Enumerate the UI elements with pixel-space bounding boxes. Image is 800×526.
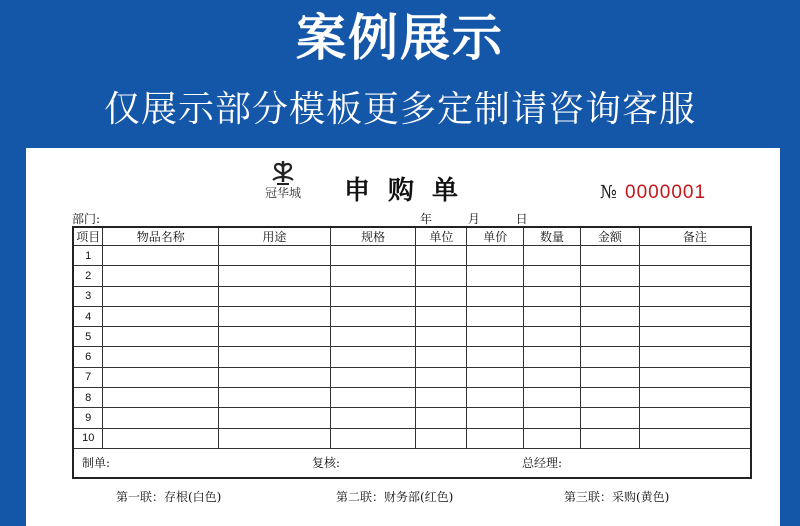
table-cell (639, 286, 751, 306)
table-cell (330, 408, 416, 428)
table-cell (467, 327, 524, 347)
table-cell (330, 428, 416, 448)
table-cell (330, 286, 416, 306)
row-index: 10 (73, 428, 103, 448)
table-cell (524, 266, 581, 286)
table-cell (467, 266, 524, 286)
signature-row (73, 448, 751, 478)
number-value: 0000001 (625, 182, 707, 203)
table-cell (219, 428, 331, 448)
table-cell (416, 327, 467, 347)
table-cell (219, 286, 331, 306)
table-header-row (73, 227, 751, 246)
table-cell (524, 327, 581, 347)
table-row (73, 286, 751, 306)
table-cell (580, 246, 639, 266)
banner-title: 案例展示 (296, 9, 504, 67)
table-cell (639, 408, 751, 428)
table-cell (580, 388, 639, 408)
table-cell (103, 327, 219, 347)
row-index: 2 (73, 266, 103, 286)
table-cell (219, 266, 331, 286)
row-index: 6 (73, 347, 103, 367)
table-row (73, 388, 751, 408)
table-cell (103, 286, 219, 306)
table-cell (103, 428, 219, 448)
table-cell (103, 266, 219, 286)
table-cell (330, 388, 416, 408)
table-cell (416, 246, 467, 266)
table-cell (416, 266, 467, 286)
table-cell (639, 306, 751, 326)
table-cell (103, 388, 219, 408)
table-cell (219, 246, 331, 266)
table-row (73, 246, 751, 266)
table-cell (639, 347, 751, 367)
table-cell (219, 306, 331, 326)
table-cell (467, 408, 524, 428)
table-cell (524, 347, 581, 367)
column-header: 单价 (467, 227, 524, 246)
table-cell (219, 388, 331, 408)
table-cell (330, 266, 416, 286)
table-cell (416, 286, 467, 306)
copy-legend (116, 488, 669, 505)
column-header: 单位 (416, 227, 467, 246)
table-cell (219, 347, 331, 367)
table-row (73, 347, 751, 367)
table-cell (330, 327, 416, 347)
table-cell (467, 286, 524, 306)
row-index: 5 (73, 327, 103, 347)
table-cell (467, 306, 524, 326)
table-cell (103, 306, 219, 326)
table-cell (639, 388, 751, 408)
table-cell (580, 347, 639, 367)
table-row (73, 306, 751, 326)
table-row (73, 408, 751, 428)
table-cell (580, 428, 639, 448)
column-header: 备注 (639, 227, 751, 246)
table-cell (467, 388, 524, 408)
table-cell (103, 367, 219, 387)
table-cell (103, 246, 219, 266)
table-cell (639, 327, 751, 347)
table-cell (524, 306, 581, 326)
purchase-form-sheet (26, 148, 780, 526)
maker-label: 制单: (82, 456, 111, 471)
table-row (73, 428, 751, 448)
row-index: 9 (73, 408, 103, 428)
table-cell (524, 388, 581, 408)
table-cell (524, 428, 581, 448)
table-cell (330, 347, 416, 367)
column-header: 数量 (524, 227, 581, 246)
table-cell (467, 428, 524, 448)
table-cell (639, 246, 751, 266)
table-row (73, 367, 751, 387)
manager-label: 总经理: (522, 456, 563, 471)
banner-subtitle: 仅展示部分模板更多定制请咨询客服 (103, 89, 696, 130)
table-cell (467, 246, 524, 266)
logo-text: 冠华城 (264, 186, 301, 200)
copy-label: 第二联：财务部(红色) (336, 490, 454, 504)
table-cell (524, 367, 581, 387)
row-index: 4 (73, 306, 103, 326)
form-title: 申购单 (344, 176, 477, 206)
copy-label: 第一联：存根(白色) (116, 490, 222, 504)
table-cell (580, 327, 639, 347)
number-sign: № (600, 182, 618, 203)
table-cell (639, 367, 751, 387)
date-label: 年 月 日 (420, 212, 528, 226)
table-cell (330, 306, 416, 326)
table-cell (639, 266, 751, 286)
column-header: 项目 (73, 227, 103, 246)
logo-mark-icon (269, 160, 297, 186)
form-number (600, 182, 706, 204)
table-cell (416, 306, 467, 326)
table-cell (330, 246, 416, 266)
table-cell (416, 347, 467, 367)
table-cell (580, 266, 639, 286)
row-index: 1 (73, 246, 103, 266)
table-cell (639, 428, 751, 448)
signature-cell (73, 448, 751, 478)
table-cell (330, 367, 416, 387)
table-cell (103, 347, 219, 367)
department-label: 部门: (72, 212, 101, 226)
table-cell (467, 367, 524, 387)
table-cell (580, 408, 639, 428)
table-cell (103, 408, 219, 428)
company-logo (248, 160, 318, 210)
column-header: 用途 (219, 227, 331, 246)
table-cell (524, 286, 581, 306)
table-cell (580, 286, 639, 306)
reviewer-label: 复核: (312, 456, 341, 471)
items-table (72, 226, 752, 479)
table-cell (416, 388, 467, 408)
table-cell (580, 367, 639, 387)
table-cell (219, 327, 331, 347)
column-header: 物品名称 (103, 227, 219, 246)
row-index: 7 (73, 367, 103, 387)
column-header: 金额 (580, 227, 639, 246)
table-row (73, 266, 751, 286)
table-row (73, 327, 751, 347)
row-index: 3 (73, 286, 103, 306)
table-cell (524, 408, 581, 428)
table-cell (219, 367, 331, 387)
copy-label: 第三联：采购(黄色) (564, 490, 670, 504)
table-cell (416, 428, 467, 448)
table-cell (580, 306, 639, 326)
column-header: 规格 (330, 227, 416, 246)
table-cell (416, 408, 467, 428)
table-cell (467, 347, 524, 367)
row-index: 8 (73, 388, 103, 408)
table-cell (524, 246, 581, 266)
table-cell (416, 367, 467, 387)
table-cell (219, 408, 331, 428)
